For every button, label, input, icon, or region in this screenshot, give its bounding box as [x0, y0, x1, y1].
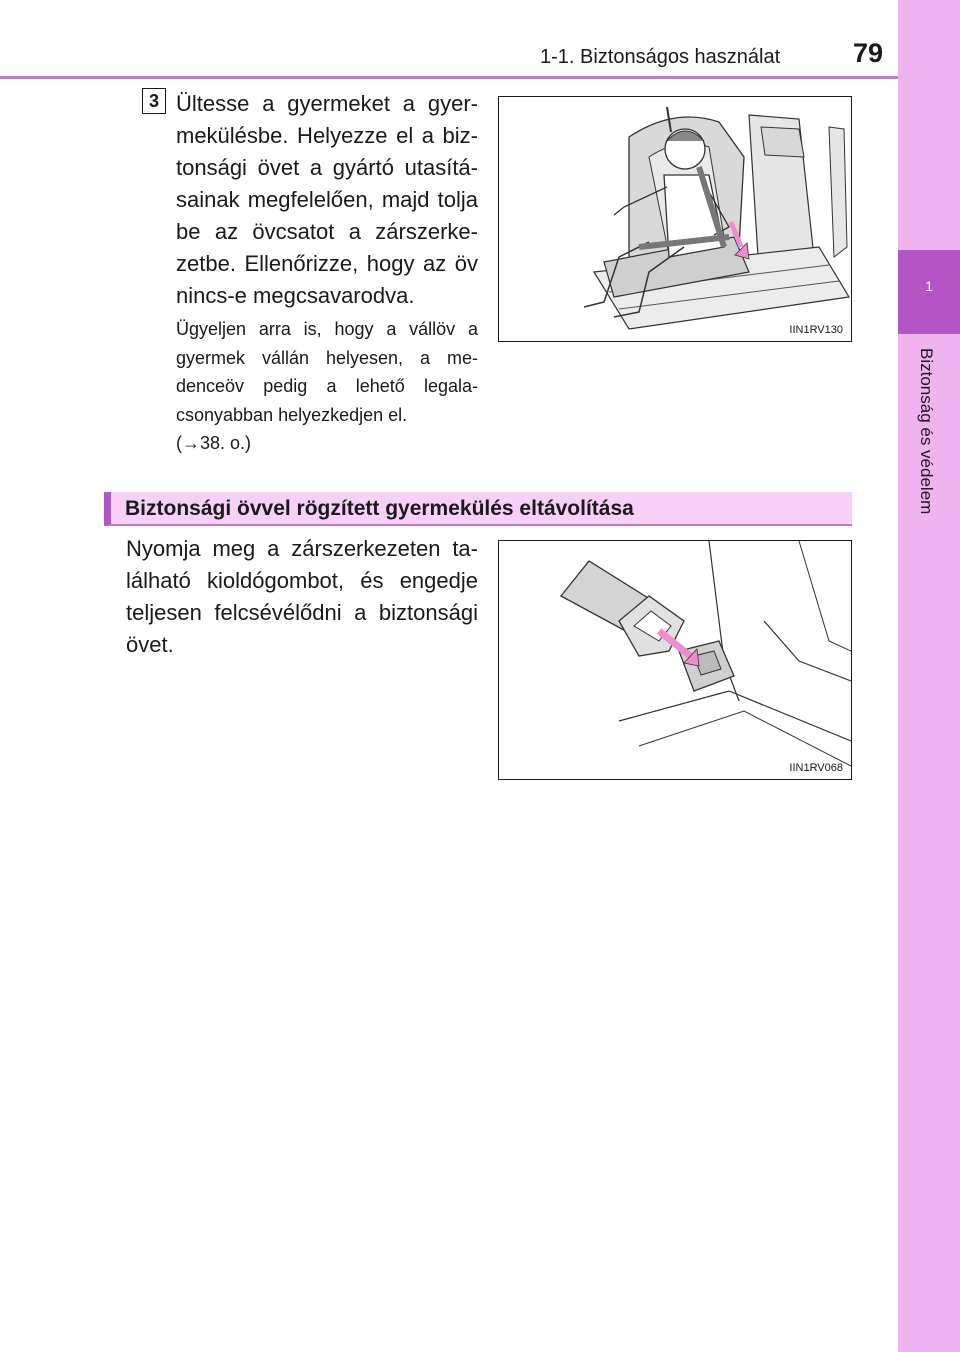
- chapter-title: Biztonság és védelem: [917, 348, 936, 515]
- step-text: Ültesse a gyermeket a gyer-mekülésbe. Helyezze el a biz-tonsági övet a gyártó utasítá-sainak megfelelően, majd tolja be az övcsatot a zárszerke-zetbe. Ellenőrizze, hogy az öv nincs-e megcsavarodva.: [176, 91, 478, 308]
- section-text: Nyomja meg a zárszerkezeten ta-lálható kioldógombot, és engedje teljesen felcsévélődni a biztonsági övet.: [126, 536, 478, 657]
- page-reference[interactable]: (→38. o.): [176, 433, 252, 453]
- step-number: 3: [142, 88, 166, 114]
- step-note: [176, 315, 478, 458]
- note-text: Ügyeljen arra is, hogy a vállöv a gyermek vállán helyesen, a me-denceöv pedig a lehető legala-csonyabban helyezkedjen el.: [176, 319, 478, 425]
- figure-code: IIN1RV068: [789, 762, 843, 774]
- section-title: 1-1. Biztonságos használat: [540, 46, 781, 68]
- header-rule: [0, 76, 898, 79]
- section-heading: [104, 492, 852, 526]
- chapter-number: 1: [925, 278, 933, 294]
- child-seat-illustration-icon: [499, 97, 851, 341]
- chapter-tab[interactable]: [898, 250, 960, 334]
- buckle-release-figure: [498, 540, 852, 780]
- side-tab: [898, 0, 960, 1352]
- figure-code: IIN1RV130: [789, 324, 843, 336]
- buckle-release-illustration-icon: [499, 541, 851, 779]
- child-seat-figure: [498, 96, 852, 342]
- page-number: 79: [853, 38, 884, 68]
- section-heading-text: Biztonsági övvel rögzített gyermekülés eltávolítása: [125, 497, 634, 520]
